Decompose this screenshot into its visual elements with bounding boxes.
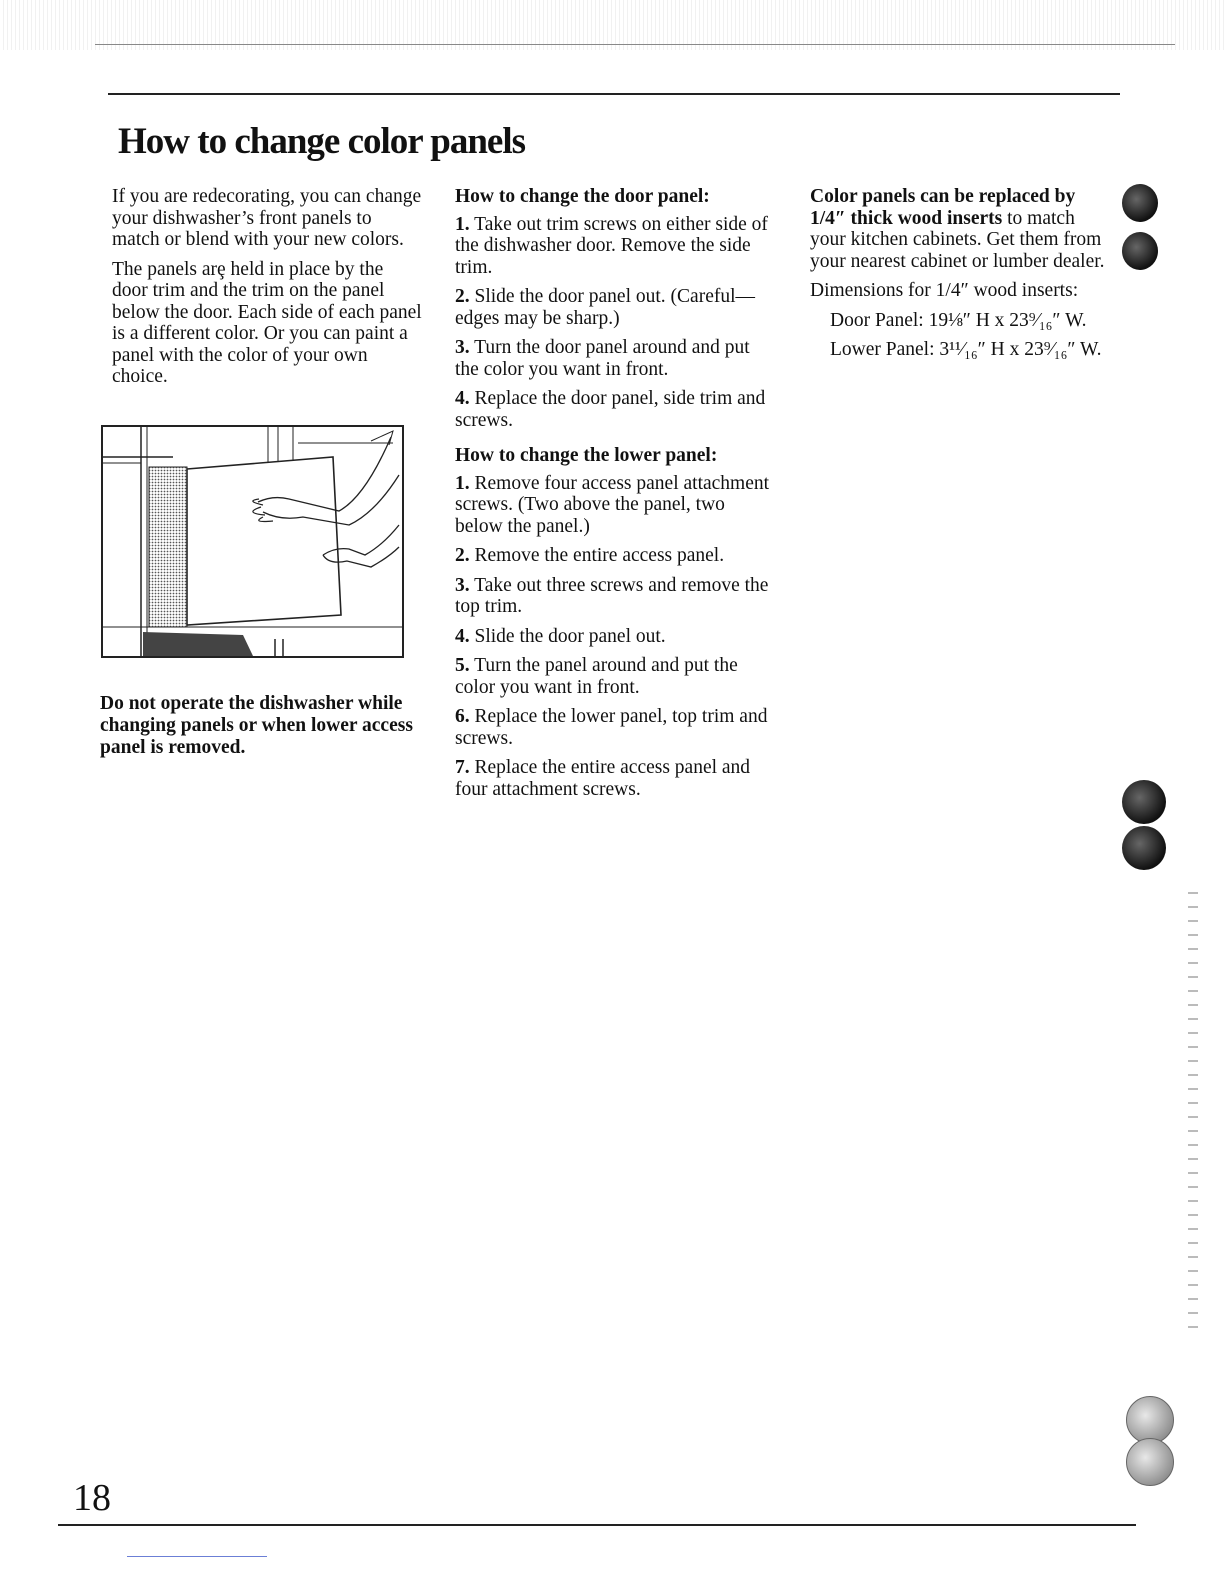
scan-top-line [95,44,1175,45]
door-step-3 [455,337,775,380]
binder-hole-mark [1122,232,1158,270]
safety-warning: Do not operate the dishwasher while changing panels or when lower access panel is removed. [100,693,413,758]
step-number: 7. [455,757,470,778]
wood-inserts-column [810,186,1130,369]
step-text: Turn the panel around and put the color you want in front. [455,655,738,698]
step-text: Replace the lower panel, top trim and screws. [455,706,768,749]
step-text: Take out trim screws on either side of the dishwasher door. Remove the side trim. [455,213,768,278]
step-text: Remove four access panel attachment screws. (Two above the panel, two below the panel.) [455,472,770,537]
step-text: Turn the door panel around and put the color you want in front. [455,337,750,380]
step-number: 1. [455,213,470,235]
intro-column [112,186,422,396]
instructions-column [455,186,775,808]
wood-inserts-note [810,186,1110,272]
step-text: Slide the door panel out. (Careful—edges may be sharp.) [455,286,756,329]
dimensions-label: Dimensions for 1/4″ wood inserts: [810,280,1079,301]
lower-step-3 [455,575,775,618]
binder-hole-mark [1122,184,1158,222]
lower-step-7 [455,757,775,800]
lower-step-2 [455,545,775,567]
step-text: Replace the entire access panel and four attachment screws. [455,757,751,800]
step-number: 6. [455,706,470,727]
hands-sliding-panel-illustration [103,427,402,656]
door-step-2 [455,286,775,329]
lower-step-4 [455,626,775,648]
scan-edge-marks [1188,880,1198,1340]
page-number: 18 [73,1477,111,1519]
step-number: 3. [455,574,470,596]
door-panel-dimensions: Door Panel: 19⅛″ H x 23⁹⁄₁₆″ W. [830,309,1087,331]
lower-panel-dimensions: Lower Panel: 3¹¹⁄₁₆″ H x 23⁹⁄₁₆″ W. [830,339,1102,360]
binder-hole-mark [1126,1438,1174,1486]
step-text: Remove the entire access panel. [474,545,725,566]
step-number: 2. [455,286,470,307]
lower-step-5 [455,655,775,698]
intro-paragraph-1: If you are redecorating, you can change your dishwasher’s front panels to match or blend with your new colors. [112,186,422,250]
door-step-1 [455,214,775,279]
step-number: 5. [455,655,470,676]
wood-inserts-lead: Color panels can be replaced by 1/4″ thick wood inserts [810,186,1076,229]
step-text: Slide the door panel out. [474,625,666,647]
door-panel-heading: How to change the door panel: [455,186,710,207]
door-step-4 [455,388,775,431]
footer-blue-line [127,1556,267,1557]
step-text: Replace the door panel, side trim and screws. [455,388,766,431]
footer-rule [58,1524,1136,1526]
lower-panel-heading: How to change the lower panel: [455,445,718,466]
step-text: Take out three screws and remove the top trim. [455,574,769,617]
binder-hole-mark [1126,1396,1174,1444]
binder-hole-mark [1122,826,1166,870]
step-number: 4. [455,388,470,409]
step-number: 2. [455,545,470,566]
wood-inserts-rest: to match your kitchen cabinets. Get them from your nearest cabinet or lumber dealer. [810,207,1105,272]
step-number: 1. [455,472,470,494]
step-number: 4. [455,625,470,647]
page-title: How to change color panels [118,121,526,162]
lower-step-6 [455,706,775,749]
step-number: 3. [455,337,470,358]
header-rule [108,93,1120,95]
panel-illustration [101,425,404,658]
binder-hole-mark [1122,780,1166,824]
lower-step-1 [455,473,775,538]
scan-noise-top [0,0,1224,50]
intro-paragraph-2: The panels arȩ held in place by the door trim and the trim on the panel below the door. Each side of each panel is a different color. Or you can paint a panel with the color of your own choice. [112,258,422,387]
